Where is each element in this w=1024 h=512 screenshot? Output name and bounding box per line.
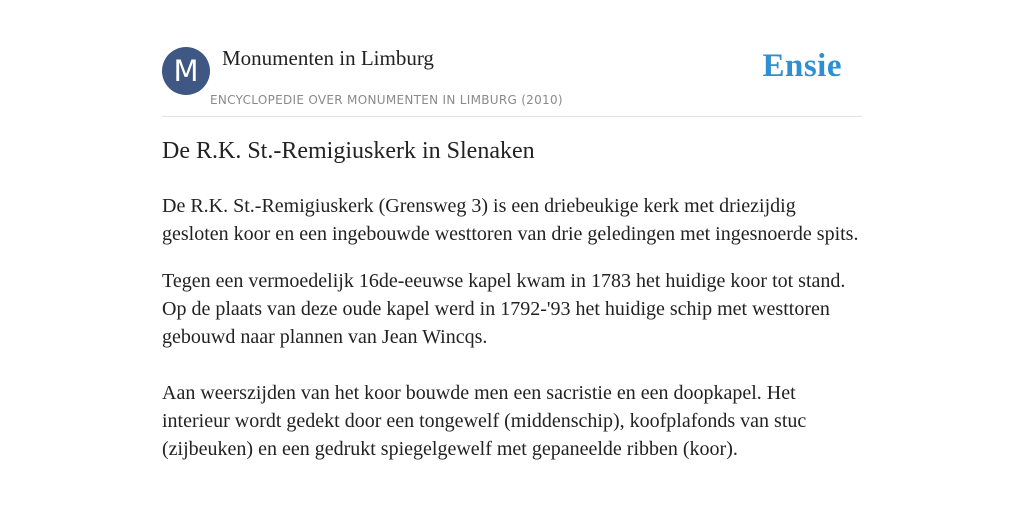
paragraph-spacer: [162, 351, 862, 379]
article-body: [162, 192, 862, 482]
avatar[interactable]: M: [162, 47, 210, 95]
article-title: De R.K. St.-Remigiuskerk in Slenaken: [162, 138, 535, 164]
source-subtitle: ENCYCLOPEDIE OVER MONUMENTEN IN LIMBURG (2010): [210, 93, 563, 107]
article-paragraph-2: Tegen een vermoedelijk 16de-eeuwse kapel kwam in 1783 het huidige koor tot stand. Op de plaats van deze oude kapel werd in 1792-'93 het huidige schip met westtoren gebouwd naar plannen van Jean Wincqs.: [162, 270, 846, 348]
source-header: [162, 40, 862, 117]
ensie-logo[interactable]: Ensie: [762, 48, 842, 84]
source-title-link[interactable]: Monumenten in Limburg: [222, 46, 434, 70]
article-paragraph-1: De R.K. St.-Remigiuskerk (Grensweg 3) is een driebeukige kerk met driezijdig gesloten koor en een ingebouwde westtoren van drie geledingen met ingesnoerde spits.: [162, 195, 859, 245]
article-paragraph-3: Aan weerszijden van het koor bouwde men een sacristie en een doopkapel. Het interieur wordt gedekt door een tongewelf (middenschip), koofplafonds van stuc (zijbeuken) en een gedrukt spiegelgewelf met gepaneelde ribben (koor).: [162, 382, 807, 460]
